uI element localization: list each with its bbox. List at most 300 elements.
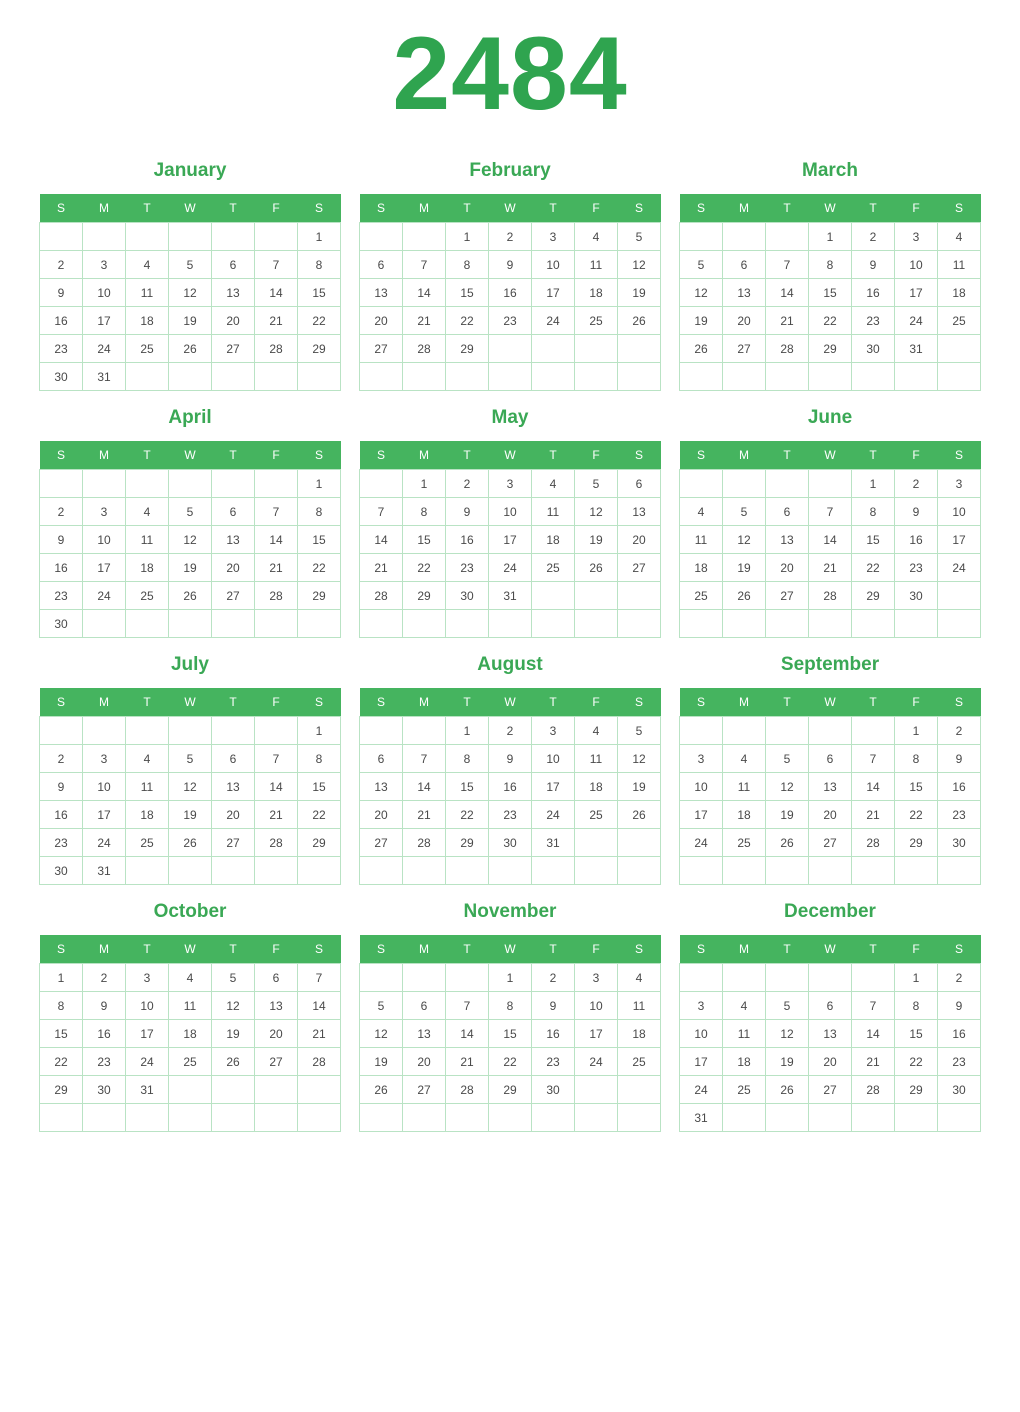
day-cell[interactable]: 14 bbox=[809, 526, 852, 554]
day-cell[interactable]: 8 bbox=[446, 745, 489, 773]
day-cell[interactable]: 26 bbox=[360, 1076, 403, 1104]
day-cell[interactable]: 26 bbox=[766, 829, 809, 857]
day-cell[interactable]: 7 bbox=[852, 992, 895, 1020]
day-cell[interactable]: 25 bbox=[618, 1048, 661, 1076]
day-cell[interactable]: 21 bbox=[403, 307, 446, 335]
day-cell[interactable]: 11 bbox=[532, 498, 575, 526]
day-cell[interactable]: 29 bbox=[446, 335, 489, 363]
day-cell[interactable]: 4 bbox=[126, 745, 169, 773]
day-cell[interactable]: 3 bbox=[532, 223, 575, 251]
day-cell[interactable]: 22 bbox=[298, 307, 341, 335]
day-cell[interactable]: 19 bbox=[169, 554, 212, 582]
day-cell[interactable]: 5 bbox=[680, 251, 723, 279]
day-cell[interactable]: 11 bbox=[575, 251, 618, 279]
day-cell[interactable]: 23 bbox=[489, 801, 532, 829]
day-cell[interactable]: 11 bbox=[680, 526, 723, 554]
day-cell[interactable]: 14 bbox=[446, 1020, 489, 1048]
day-cell[interactable]: 28 bbox=[298, 1048, 341, 1076]
day-cell[interactable]: 26 bbox=[618, 307, 661, 335]
day-cell[interactable]: 22 bbox=[895, 1048, 938, 1076]
day-cell[interactable]: 29 bbox=[298, 829, 341, 857]
day-cell[interactable]: 18 bbox=[575, 279, 618, 307]
day-cell[interactable]: 17 bbox=[83, 307, 126, 335]
day-cell[interactable]: 28 bbox=[403, 829, 446, 857]
day-cell[interactable]: 16 bbox=[895, 526, 938, 554]
day-cell[interactable]: 20 bbox=[212, 554, 255, 582]
day-cell[interactable]: 9 bbox=[40, 773, 83, 801]
day-cell[interactable]: 13 bbox=[809, 773, 852, 801]
day-cell[interactable]: 29 bbox=[40, 1076, 83, 1104]
day-cell[interactable]: 8 bbox=[809, 251, 852, 279]
day-cell[interactable]: 25 bbox=[169, 1048, 212, 1076]
day-cell[interactable]: 9 bbox=[40, 526, 83, 554]
day-cell[interactable]: 4 bbox=[126, 251, 169, 279]
day-cell[interactable]: 6 bbox=[212, 745, 255, 773]
day-cell[interactable]: 4 bbox=[532, 470, 575, 498]
day-cell[interactable]: 4 bbox=[723, 745, 766, 773]
day-cell[interactable]: 12 bbox=[575, 498, 618, 526]
day-cell[interactable]: 2 bbox=[489, 717, 532, 745]
day-cell[interactable]: 4 bbox=[938, 223, 981, 251]
day-cell[interactable]: 11 bbox=[618, 992, 661, 1020]
day-cell[interactable]: 16 bbox=[446, 526, 489, 554]
day-cell[interactable]: 3 bbox=[532, 717, 575, 745]
day-cell[interactable]: 30 bbox=[446, 582, 489, 610]
day-cell[interactable]: 27 bbox=[723, 335, 766, 363]
day-cell[interactable]: 5 bbox=[169, 745, 212, 773]
day-cell[interactable]: 15 bbox=[298, 773, 341, 801]
day-cell[interactable]: 2 bbox=[852, 223, 895, 251]
day-cell[interactable]: 19 bbox=[618, 773, 661, 801]
day-cell[interactable]: 13 bbox=[723, 279, 766, 307]
day-cell[interactable]: 18 bbox=[723, 1048, 766, 1076]
day-cell[interactable]: 15 bbox=[895, 1020, 938, 1048]
day-cell[interactable]: 29 bbox=[809, 335, 852, 363]
day-cell[interactable]: 11 bbox=[723, 1020, 766, 1048]
day-cell[interactable]: 15 bbox=[298, 279, 341, 307]
day-cell[interactable]: 30 bbox=[489, 829, 532, 857]
day-cell[interactable]: 24 bbox=[532, 801, 575, 829]
day-cell[interactable]: 8 bbox=[298, 251, 341, 279]
day-cell[interactable]: 27 bbox=[212, 829, 255, 857]
day-cell[interactable]: 19 bbox=[766, 1048, 809, 1076]
day-cell[interactable]: 1 bbox=[446, 717, 489, 745]
day-cell[interactable]: 16 bbox=[83, 1020, 126, 1048]
day-cell[interactable]: 26 bbox=[169, 335, 212, 363]
day-cell[interactable]: 9 bbox=[446, 498, 489, 526]
day-cell[interactable]: 20 bbox=[212, 801, 255, 829]
day-cell[interactable]: 3 bbox=[489, 470, 532, 498]
day-cell[interactable]: 30 bbox=[40, 610, 83, 638]
day-cell[interactable]: 13 bbox=[255, 992, 298, 1020]
day-cell[interactable]: 31 bbox=[895, 335, 938, 363]
day-cell[interactable]: 31 bbox=[532, 829, 575, 857]
day-cell[interactable]: 6 bbox=[360, 251, 403, 279]
day-cell[interactable]: 3 bbox=[83, 498, 126, 526]
day-cell[interactable]: 18 bbox=[723, 801, 766, 829]
day-cell[interactable]: 19 bbox=[169, 307, 212, 335]
day-cell[interactable]: 22 bbox=[809, 307, 852, 335]
day-cell[interactable]: 23 bbox=[938, 801, 981, 829]
day-cell[interactable]: 25 bbox=[680, 582, 723, 610]
day-cell[interactable]: 30 bbox=[895, 582, 938, 610]
day-cell[interactable]: 7 bbox=[298, 964, 341, 992]
day-cell[interactable]: 22 bbox=[852, 554, 895, 582]
day-cell[interactable]: 25 bbox=[723, 829, 766, 857]
day-cell[interactable]: 14 bbox=[255, 526, 298, 554]
day-cell[interactable]: 18 bbox=[532, 526, 575, 554]
day-cell[interactable]: 3 bbox=[680, 745, 723, 773]
day-cell[interactable]: 4 bbox=[723, 992, 766, 1020]
day-cell[interactable]: 5 bbox=[723, 498, 766, 526]
day-cell[interactable]: 12 bbox=[766, 1020, 809, 1048]
day-cell[interactable]: 24 bbox=[489, 554, 532, 582]
day-cell[interactable]: 17 bbox=[83, 801, 126, 829]
day-cell[interactable]: 29 bbox=[446, 829, 489, 857]
day-cell[interactable]: 20 bbox=[766, 554, 809, 582]
day-cell[interactable]: 27 bbox=[618, 554, 661, 582]
day-cell[interactable]: 12 bbox=[169, 526, 212, 554]
day-cell[interactable]: 2 bbox=[938, 717, 981, 745]
day-cell[interactable]: 30 bbox=[938, 829, 981, 857]
day-cell[interactable]: 7 bbox=[255, 251, 298, 279]
day-cell[interactable]: 6 bbox=[809, 992, 852, 1020]
day-cell[interactable]: 15 bbox=[895, 773, 938, 801]
day-cell[interactable]: 11 bbox=[723, 773, 766, 801]
day-cell[interactable]: 5 bbox=[575, 470, 618, 498]
day-cell[interactable]: 15 bbox=[298, 526, 341, 554]
day-cell[interactable]: 19 bbox=[723, 554, 766, 582]
day-cell[interactable]: 14 bbox=[360, 526, 403, 554]
day-cell[interactable]: 18 bbox=[126, 801, 169, 829]
day-cell[interactable]: 19 bbox=[766, 801, 809, 829]
day-cell[interactable]: 14 bbox=[403, 279, 446, 307]
day-cell[interactable]: 20 bbox=[809, 801, 852, 829]
day-cell[interactable]: 18 bbox=[126, 307, 169, 335]
day-cell[interactable]: 14 bbox=[298, 992, 341, 1020]
day-cell[interactable]: 28 bbox=[446, 1076, 489, 1104]
day-cell[interactable]: 10 bbox=[680, 1020, 723, 1048]
day-cell[interactable]: 6 bbox=[212, 251, 255, 279]
day-cell[interactable]: 3 bbox=[83, 745, 126, 773]
day-cell[interactable]: 15 bbox=[809, 279, 852, 307]
day-cell[interactable]: 27 bbox=[766, 582, 809, 610]
day-cell[interactable]: 14 bbox=[766, 279, 809, 307]
day-cell[interactable]: 26 bbox=[766, 1076, 809, 1104]
day-cell[interactable]: 2 bbox=[40, 251, 83, 279]
day-cell[interactable]: 8 bbox=[298, 745, 341, 773]
day-cell[interactable]: 1 bbox=[298, 470, 341, 498]
day-cell[interactable]: 12 bbox=[680, 279, 723, 307]
day-cell[interactable]: 22 bbox=[446, 801, 489, 829]
day-cell[interactable]: 4 bbox=[575, 223, 618, 251]
day-cell[interactable]: 18 bbox=[938, 279, 981, 307]
day-cell[interactable]: 20 bbox=[618, 526, 661, 554]
day-cell[interactable]: 24 bbox=[575, 1048, 618, 1076]
day-cell[interactable]: 25 bbox=[575, 307, 618, 335]
day-cell[interactable]: 22 bbox=[298, 801, 341, 829]
day-cell[interactable]: 15 bbox=[489, 1020, 532, 1048]
day-cell[interactable]: 15 bbox=[40, 1020, 83, 1048]
day-cell[interactable]: 16 bbox=[40, 307, 83, 335]
day-cell[interactable]: 6 bbox=[766, 498, 809, 526]
day-cell[interactable]: 10 bbox=[680, 773, 723, 801]
day-cell[interactable]: 17 bbox=[532, 773, 575, 801]
day-cell[interactable]: 1 bbox=[298, 223, 341, 251]
day-cell[interactable]: 5 bbox=[766, 992, 809, 1020]
day-cell[interactable]: 11 bbox=[126, 526, 169, 554]
day-cell[interactable]: 28 bbox=[766, 335, 809, 363]
day-cell[interactable]: 23 bbox=[532, 1048, 575, 1076]
day-cell[interactable]: 21 bbox=[446, 1048, 489, 1076]
day-cell[interactable]: 20 bbox=[212, 307, 255, 335]
day-cell[interactable]: 12 bbox=[169, 279, 212, 307]
day-cell[interactable]: 12 bbox=[723, 526, 766, 554]
day-cell[interactable]: 1 bbox=[298, 717, 341, 745]
day-cell[interactable]: 1 bbox=[852, 470, 895, 498]
day-cell[interactable]: 25 bbox=[126, 335, 169, 363]
day-cell[interactable]: 5 bbox=[212, 964, 255, 992]
day-cell[interactable]: 10 bbox=[83, 526, 126, 554]
day-cell[interactable]: 20 bbox=[723, 307, 766, 335]
day-cell[interactable]: 12 bbox=[212, 992, 255, 1020]
day-cell[interactable]: 28 bbox=[360, 582, 403, 610]
day-cell[interactable]: 24 bbox=[938, 554, 981, 582]
day-cell[interactable]: 2 bbox=[532, 964, 575, 992]
day-cell[interactable]: 27 bbox=[360, 335, 403, 363]
day-cell[interactable]: 4 bbox=[126, 498, 169, 526]
day-cell[interactable]: 29 bbox=[403, 582, 446, 610]
day-cell[interactable]: 14 bbox=[255, 279, 298, 307]
day-cell[interactable]: 1 bbox=[809, 223, 852, 251]
day-cell[interactable]: 8 bbox=[852, 498, 895, 526]
day-cell[interactable]: 21 bbox=[766, 307, 809, 335]
day-cell[interactable]: 8 bbox=[298, 498, 341, 526]
day-cell[interactable]: 31 bbox=[489, 582, 532, 610]
day-cell[interactable]: 30 bbox=[83, 1076, 126, 1104]
day-cell[interactable]: 8 bbox=[895, 745, 938, 773]
day-cell[interactable]: 18 bbox=[126, 554, 169, 582]
day-cell[interactable]: 13 bbox=[360, 773, 403, 801]
day-cell[interactable]: 28 bbox=[809, 582, 852, 610]
day-cell[interactable]: 19 bbox=[212, 1020, 255, 1048]
day-cell[interactable]: 31 bbox=[83, 857, 126, 885]
day-cell[interactable]: 2 bbox=[895, 470, 938, 498]
day-cell[interactable]: 29 bbox=[489, 1076, 532, 1104]
day-cell[interactable]: 30 bbox=[852, 335, 895, 363]
day-cell[interactable]: 24 bbox=[83, 335, 126, 363]
day-cell[interactable]: 1 bbox=[489, 964, 532, 992]
day-cell[interactable]: 23 bbox=[40, 582, 83, 610]
day-cell[interactable]: 3 bbox=[680, 992, 723, 1020]
day-cell[interactable]: 23 bbox=[895, 554, 938, 582]
day-cell[interactable]: 18 bbox=[169, 1020, 212, 1048]
day-cell[interactable]: 17 bbox=[680, 801, 723, 829]
day-cell[interactable]: 3 bbox=[83, 251, 126, 279]
day-cell[interactable]: 28 bbox=[255, 335, 298, 363]
day-cell[interactable]: 29 bbox=[852, 582, 895, 610]
day-cell[interactable]: 24 bbox=[83, 582, 126, 610]
day-cell[interactable]: 27 bbox=[212, 335, 255, 363]
day-cell[interactable]: 10 bbox=[83, 279, 126, 307]
day-cell[interactable]: 17 bbox=[532, 279, 575, 307]
day-cell[interactable]: 2 bbox=[40, 498, 83, 526]
day-cell[interactable]: 3 bbox=[575, 964, 618, 992]
day-cell[interactable]: 9 bbox=[532, 992, 575, 1020]
day-cell[interactable]: 25 bbox=[532, 554, 575, 582]
day-cell[interactable]: 7 bbox=[446, 992, 489, 1020]
day-cell[interactable]: 25 bbox=[938, 307, 981, 335]
day-cell[interactable]: 22 bbox=[40, 1048, 83, 1076]
day-cell[interactable]: 21 bbox=[360, 554, 403, 582]
day-cell[interactable]: 24 bbox=[83, 829, 126, 857]
day-cell[interactable]: 23 bbox=[40, 829, 83, 857]
day-cell[interactable]: 13 bbox=[212, 279, 255, 307]
day-cell[interactable]: 4 bbox=[618, 964, 661, 992]
day-cell[interactable]: 11 bbox=[126, 279, 169, 307]
day-cell[interactable]: 2 bbox=[83, 964, 126, 992]
day-cell[interactable]: 8 bbox=[40, 992, 83, 1020]
day-cell[interactable]: 5 bbox=[169, 498, 212, 526]
day-cell[interactable]: 10 bbox=[938, 498, 981, 526]
day-cell[interactable]: 11 bbox=[169, 992, 212, 1020]
day-cell[interactable]: 25 bbox=[575, 801, 618, 829]
day-cell[interactable]: 17 bbox=[83, 554, 126, 582]
day-cell[interactable]: 7 bbox=[852, 745, 895, 773]
day-cell[interactable]: 26 bbox=[723, 582, 766, 610]
day-cell[interactable]: 24 bbox=[680, 1076, 723, 1104]
day-cell[interactable]: 17 bbox=[575, 1020, 618, 1048]
day-cell[interactable]: 5 bbox=[618, 223, 661, 251]
day-cell[interactable]: 9 bbox=[489, 745, 532, 773]
day-cell[interactable]: 2 bbox=[446, 470, 489, 498]
day-cell[interactable]: 12 bbox=[360, 1020, 403, 1048]
day-cell[interactable]: 5 bbox=[360, 992, 403, 1020]
day-cell[interactable]: 31 bbox=[126, 1076, 169, 1104]
day-cell[interactable]: 15 bbox=[852, 526, 895, 554]
day-cell[interactable]: 7 bbox=[403, 745, 446, 773]
day-cell[interactable]: 10 bbox=[532, 251, 575, 279]
day-cell[interactable]: 21 bbox=[852, 1048, 895, 1076]
day-cell[interactable]: 23 bbox=[938, 1048, 981, 1076]
day-cell[interactable]: 25 bbox=[126, 582, 169, 610]
day-cell[interactable]: 29 bbox=[298, 582, 341, 610]
day-cell[interactable]: 26 bbox=[212, 1048, 255, 1076]
day-cell[interactable]: 18 bbox=[618, 1020, 661, 1048]
day-cell[interactable]: 14 bbox=[852, 773, 895, 801]
day-cell[interactable]: 21 bbox=[255, 801, 298, 829]
day-cell[interactable]: 23 bbox=[83, 1048, 126, 1076]
day-cell[interactable]: 10 bbox=[83, 773, 126, 801]
day-cell[interactable]: 18 bbox=[680, 554, 723, 582]
day-cell[interactable]: 15 bbox=[446, 773, 489, 801]
day-cell[interactable]: 6 bbox=[255, 964, 298, 992]
day-cell[interactable]: 3 bbox=[895, 223, 938, 251]
day-cell[interactable]: 18 bbox=[575, 773, 618, 801]
day-cell[interactable]: 26 bbox=[680, 335, 723, 363]
day-cell[interactable]: 17 bbox=[680, 1048, 723, 1076]
day-cell[interactable]: 9 bbox=[489, 251, 532, 279]
day-cell[interactable]: 7 bbox=[255, 745, 298, 773]
day-cell[interactable]: 29 bbox=[895, 829, 938, 857]
day-cell[interactable]: 1 bbox=[895, 717, 938, 745]
day-cell[interactable]: 28 bbox=[255, 582, 298, 610]
day-cell[interactable]: 16 bbox=[532, 1020, 575, 1048]
day-cell[interactable]: 21 bbox=[255, 307, 298, 335]
day-cell[interactable]: 27 bbox=[212, 582, 255, 610]
day-cell[interactable]: 27 bbox=[403, 1076, 446, 1104]
day-cell[interactable]: 9 bbox=[938, 992, 981, 1020]
day-cell[interactable]: 31 bbox=[83, 363, 126, 391]
day-cell[interactable]: 9 bbox=[852, 251, 895, 279]
day-cell[interactable]: 7 bbox=[255, 498, 298, 526]
day-cell[interactable]: 6 bbox=[403, 992, 446, 1020]
day-cell[interactable]: 13 bbox=[809, 1020, 852, 1048]
day-cell[interactable]: 9 bbox=[40, 279, 83, 307]
day-cell[interactable]: 1 bbox=[403, 470, 446, 498]
day-cell[interactable]: 1 bbox=[895, 964, 938, 992]
day-cell[interactable]: 30 bbox=[532, 1076, 575, 1104]
day-cell[interactable]: 20 bbox=[403, 1048, 446, 1076]
day-cell[interactable]: 13 bbox=[212, 526, 255, 554]
day-cell[interactable]: 20 bbox=[360, 307, 403, 335]
day-cell[interactable]: 19 bbox=[360, 1048, 403, 1076]
day-cell[interactable]: 24 bbox=[680, 829, 723, 857]
day-cell[interactable]: 13 bbox=[360, 279, 403, 307]
day-cell[interactable]: 6 bbox=[809, 745, 852, 773]
day-cell[interactable]: 16 bbox=[938, 773, 981, 801]
day-cell[interactable]: 21 bbox=[852, 801, 895, 829]
day-cell[interactable]: 21 bbox=[255, 554, 298, 582]
day-cell[interactable]: 26 bbox=[618, 801, 661, 829]
day-cell[interactable]: 26 bbox=[575, 554, 618, 582]
day-cell[interactable]: 25 bbox=[126, 829, 169, 857]
day-cell[interactable]: 28 bbox=[852, 1076, 895, 1104]
day-cell[interactable]: 5 bbox=[766, 745, 809, 773]
day-cell[interactable]: 11 bbox=[938, 251, 981, 279]
day-cell[interactable]: 17 bbox=[938, 526, 981, 554]
day-cell[interactable]: 11 bbox=[575, 745, 618, 773]
day-cell[interactable]: 6 bbox=[360, 745, 403, 773]
day-cell[interactable]: 13 bbox=[403, 1020, 446, 1048]
day-cell[interactable]: 9 bbox=[938, 745, 981, 773]
day-cell[interactable]: 19 bbox=[575, 526, 618, 554]
day-cell[interactable]: 17 bbox=[126, 1020, 169, 1048]
day-cell[interactable]: 10 bbox=[532, 745, 575, 773]
day-cell[interactable]: 7 bbox=[403, 251, 446, 279]
day-cell[interactable]: 24 bbox=[126, 1048, 169, 1076]
day-cell[interactable]: 30 bbox=[40, 857, 83, 885]
day-cell[interactable]: 11 bbox=[126, 773, 169, 801]
day-cell[interactable]: 16 bbox=[489, 279, 532, 307]
day-cell[interactable]: 10 bbox=[126, 992, 169, 1020]
day-cell[interactable]: 15 bbox=[403, 526, 446, 554]
day-cell[interactable]: 2 bbox=[40, 745, 83, 773]
day-cell[interactable]: 29 bbox=[298, 335, 341, 363]
day-cell[interactable]: 24 bbox=[895, 307, 938, 335]
day-cell[interactable]: 16 bbox=[938, 1020, 981, 1048]
day-cell[interactable]: 16 bbox=[489, 773, 532, 801]
day-cell[interactable]: 1 bbox=[40, 964, 83, 992]
day-cell[interactable]: 3 bbox=[126, 964, 169, 992]
day-cell[interactable]: 28 bbox=[255, 829, 298, 857]
day-cell[interactable]: 22 bbox=[446, 307, 489, 335]
day-cell[interactable]: 6 bbox=[212, 498, 255, 526]
day-cell[interactable]: 4 bbox=[575, 717, 618, 745]
day-cell[interactable]: 12 bbox=[169, 773, 212, 801]
day-cell[interactable]: 23 bbox=[489, 307, 532, 335]
day-cell[interactable]: 16 bbox=[40, 554, 83, 582]
